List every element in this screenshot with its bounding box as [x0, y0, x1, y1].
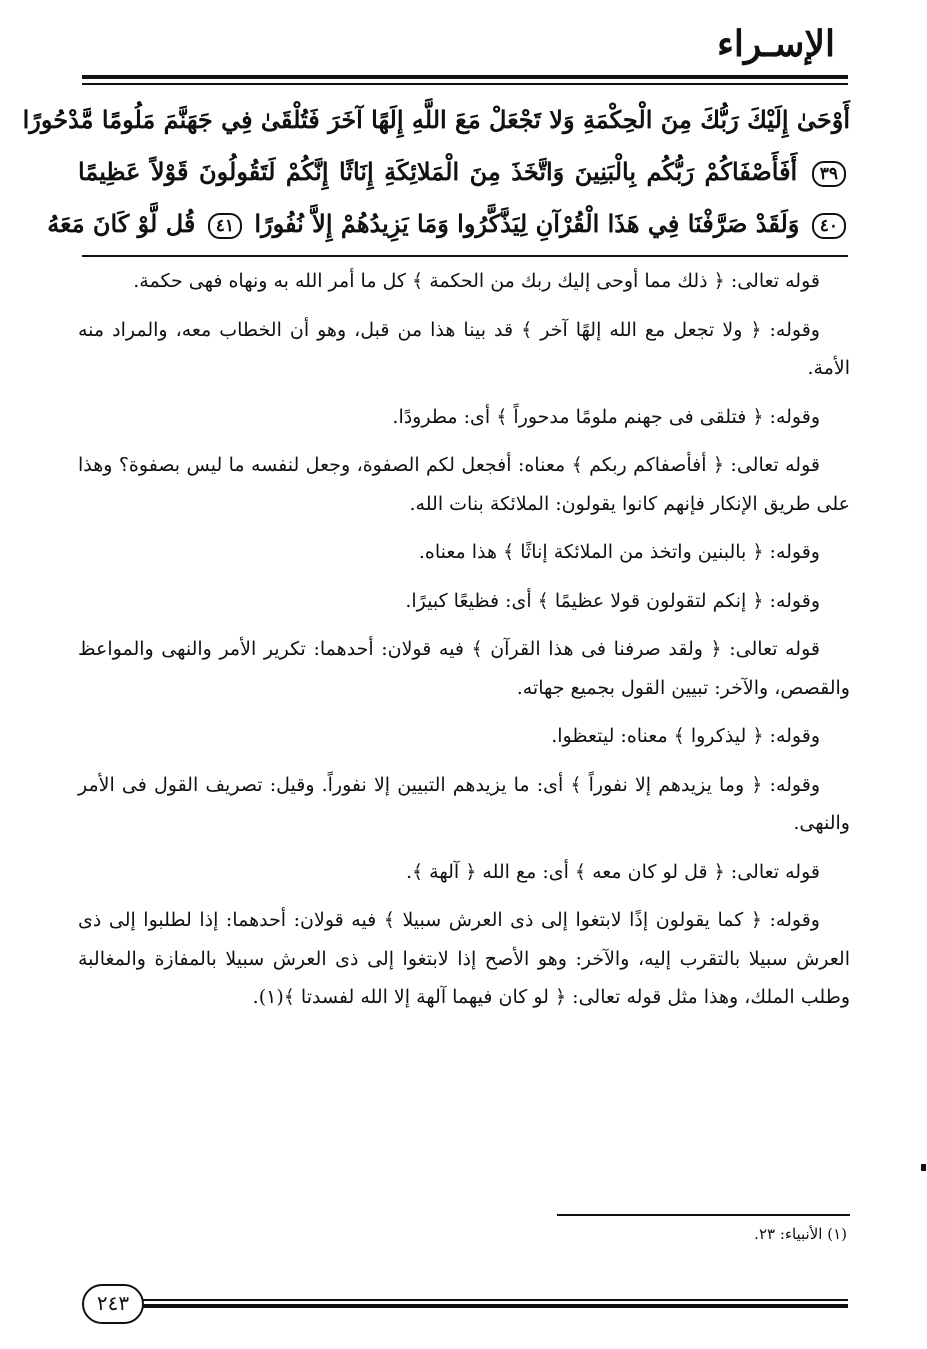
commentary-paragraph: قوله تعالى: ﴿ ذلك مما أوحى إليك ربك من الحكمة ﴾ كل ما أمر الله به ونهاه فهى حكمة.	[133, 270, 820, 292]
quran-line-1-text: أَوْحَىٰ إِلَيْكَ رَبُّكَ مِنَ الْحِكْمَةِ وَلا تَجْعَلْ مَعَ اللَّهِ إِلَهًا آخَرَ فَتُلْقَىٰ فِي جَهَنَّمَ مَلُومًا مَّدْحُورًا	[22, 105, 850, 134]
quran-line-2-text: أَفَأَصْفَاكُمْ رَبُّكُم بِالْبَنِينَ وَاتَّخَذَ مِنَ الْمَلائِكَةِ إِنَاثًا إِنَّكُمْ لَتَقُولُونَ قَوْلاً عَظِيمًا	[78, 157, 798, 186]
footer-rule-thin	[138, 1299, 848, 1301]
quran-line-3	[47, 198, 850, 250]
quran-line-2	[78, 146, 850, 198]
commentary-paragraph: وقوله: ﴿ ليذكروا ﴾ معناه: ليتعظوا.	[551, 725, 820, 747]
verses-separator-rule	[82, 255, 848, 257]
footer-rule-thick	[138, 1304, 848, 1308]
commentary-paragraph: قوله تعالى: ﴿ أفأصفاكم ربكم ﴾ معناه: أفجعل لكم الصفوة، وجعل لنفسه ما ليس بصفوة؟ وهذا على طريق الإنكار فإنهم كانوا يقولون: الملائكة بنات الله.	[78, 454, 850, 515]
commentary-paragraph: وقوله: ﴿ ولا تجعل مع الله إلهًا آخر ﴾ قد بينا هذا من قبل، وهو أن الخطاب معه، والمراد منه الأمة.	[78, 318, 850, 379]
page-number: ٢٤٣	[82, 1284, 144, 1324]
commentary-paragraph: وقوله: ﴿ إنكم لتقولون قولا عظيمًا ﴾ أى: فظيعًا كبيرًا.	[405, 589, 820, 612]
commentary-paragraph: وقوله: ﴿ فتلقى فى جهنم ملومًا مدحوراً ﴾ أى: مطرودًا.	[392, 405, 820, 428]
surah-title: الإسـراء	[716, 23, 835, 65]
commentary-paragraph: وقوله: ﴿ وما يزيدهم إلا نفوراً ﴾ أى: ما يزيدهم التبيين إلا نفوراً. وقيل: تصريف القول فى الأمر والنهى.	[78, 773, 850, 834]
commentary-text	[78, 262, 850, 1027]
ayah-number-marker: ٣٩	[812, 161, 846, 187]
quran-line-1	[22, 94, 850, 146]
quran-line-3-end-text: قُل لَّوْ كَانَ مَعَهُ	[47, 209, 196, 238]
quran-verses-block	[22, 94, 850, 250]
quran-line-3-text: وَلَقَدْ صَرَّفْنَا فِي هَذَا الْقُرْآنِ لِيَذَّكَّرُوا وَمَا يَزِيدُهُمْ إِلاَّ نُفُورًا	[254, 209, 800, 238]
footnote: (١) الأنبياء: ٢٣.	[754, 1225, 847, 1243]
header-rule-thick	[82, 75, 848, 79]
scan-mark	[921, 1164, 926, 1171]
commentary-paragraph: وقوله: ﴿ كما يقولون إذًا لابتغوا إلى ذى العرش سبيلا ﴾ فيه قولان: أحدهما: إذا لطلبوا إلى ذى العرش سبيلا بالتقرب إليه، والآخر: وهو الأصح إذا لابتغوا إلى ذى العرش سبيلا بالمفازة والمغالبة وطلب الملك، وهذا مثل قوله تعالى: ﴿ لو كان فيهما آلهة إلا الله لفسدتا ﴾(١).	[78, 909, 850, 1008]
header-rule-thin	[82, 83, 848, 85]
commentary-paragraph: قوله تعالى: ﴿ قل لو كان معه ﴾ أى: مع الله ﴿ آلهة ﴾.	[405, 860, 820, 883]
footnote-separator	[557, 1214, 850, 1216]
commentary-paragraph: وقوله: ﴿ بالبنين واتخذ من الملائكة إناثًا ﴾ هذا معناه.	[418, 541, 820, 563]
ayah-number-marker: ٤١	[208, 213, 242, 239]
commentary-paragraph: قوله تعالى: ﴿ ولقد صرفنا فى هذا القرآن ﴾ فيه قولان: أحدهما: تكرير الأمر والنهى والمواعظ والقصص، والآخر: تبيين القول بجميع جهاته.	[78, 638, 850, 699]
ayah-number-marker: ٤٠	[812, 213, 846, 239]
